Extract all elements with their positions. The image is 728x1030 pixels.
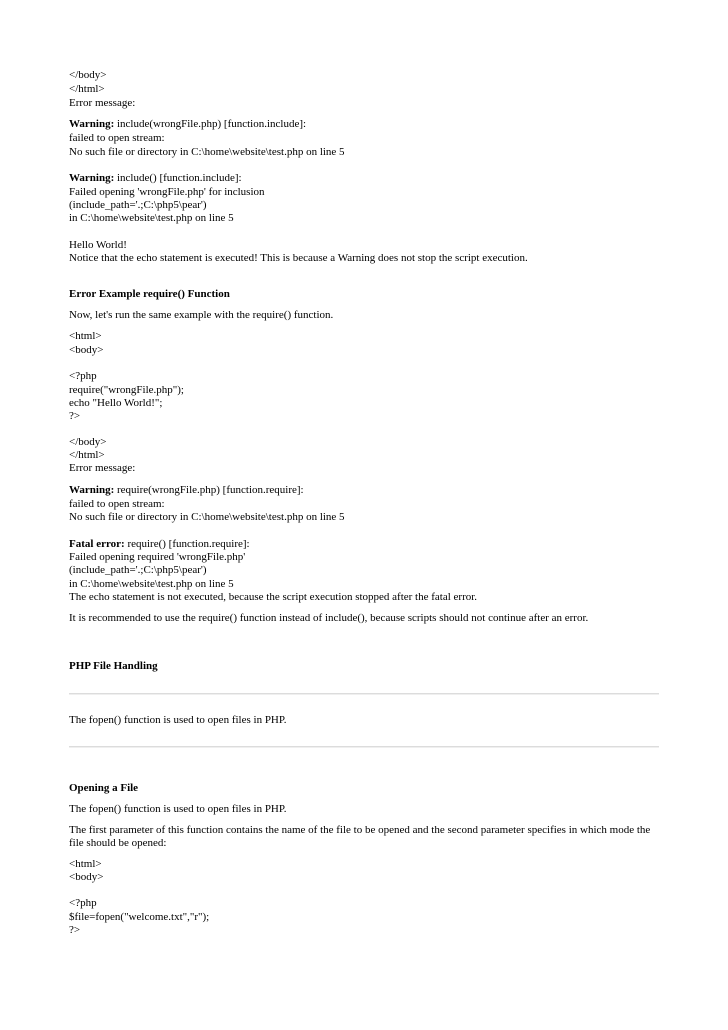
code-line: </body> xyxy=(69,69,107,81)
text-line: failed to open stream: xyxy=(69,498,165,510)
section-heading xyxy=(69,288,230,301)
section-heading-text: PHP File Handling xyxy=(69,660,158,672)
code-line: </html> xyxy=(69,449,105,461)
section-heading-text: Opening a File xyxy=(69,782,139,794)
code-line: <html> xyxy=(69,330,102,342)
section-heading xyxy=(69,660,158,673)
warning-label: Warning: xyxy=(69,484,115,496)
code-line: ?> xyxy=(69,924,81,936)
text-line: No such file or directory in C:\home\website\test.php on line 5 xyxy=(69,511,345,523)
code-line: ?> xyxy=(69,410,81,422)
fatal-first-line xyxy=(69,538,250,551)
text-line: failed to open stream: xyxy=(69,132,165,144)
summary-text: The fopen() function is used to open files in PHP. xyxy=(69,714,287,726)
text-line: Notice that the echo statement is executed! This is because a Warning does not stop the script execution. xyxy=(69,252,528,264)
fatal-error-label: Fatal error: xyxy=(69,538,125,550)
text-line: Failed opening 'wrongFile.php' for inclusion xyxy=(69,186,265,198)
text-line: Hello World! xyxy=(69,239,127,251)
fatal-error-text: require() [function.require]: xyxy=(124,538,250,550)
warning-first-line xyxy=(69,172,242,185)
warning-text: include() [function.include]: xyxy=(114,172,242,184)
code-line: <?php xyxy=(69,370,97,382)
text-line: No such file or directory in C:\home\website\test.php on line 5 xyxy=(69,146,345,158)
section-heading xyxy=(69,782,138,795)
code-line: </html> xyxy=(69,83,105,95)
text-line: The echo statement is not executed, because the script execution stopped after the fatal error. xyxy=(69,591,478,603)
text-line: (include_path='.;C:\php5\pear') xyxy=(69,564,207,576)
text-line: Error message: xyxy=(69,97,136,109)
code-line: <body> xyxy=(69,344,104,356)
text-line: Failed opening required 'wrongFile.php' xyxy=(69,551,246,563)
horizontal-divider xyxy=(69,693,659,694)
paragraph: It is recommended to use the require() function instead of include(), because scripts should not continue after an error. xyxy=(69,612,589,624)
warning-text: include(wrongFile.php) [function.include]: xyxy=(114,118,307,130)
text-line: Error message: xyxy=(69,462,136,474)
paragraph: The fopen() function is used to open files in PHP. xyxy=(69,803,287,815)
warning-label: Warning: xyxy=(69,172,115,184)
text-line: in C:\home\website\test.php on line 5 xyxy=(69,578,234,590)
text-line: (include_path='.;C:\php5\pear') xyxy=(69,199,207,211)
warning-first-line xyxy=(69,118,306,131)
code-line: <body> xyxy=(69,871,104,883)
code-line: require("wrongFile.php"); xyxy=(69,384,184,396)
code-line: $file=fopen("welcome.txt","r"); xyxy=(69,911,210,923)
text-line: in C:\home\website\test.php on line 5 xyxy=(69,212,234,224)
horizontal-divider xyxy=(69,746,659,747)
code-line: <?php xyxy=(69,897,97,909)
warning-label: Warning: xyxy=(69,118,115,130)
code-line: <html> xyxy=(69,858,102,870)
code-line: echo "Hello World!"; xyxy=(69,397,163,409)
code-line: </body> xyxy=(69,436,107,448)
section-heading-text: Error Example require() Function xyxy=(69,288,230,300)
warning-first-line xyxy=(69,484,304,497)
paragraph: Now, let's run the same example with the require() function. xyxy=(69,309,334,321)
paragraph: The first parameter of this function contains the name of the file to be opened and the second parameter specifies in which mode the file should be opened: xyxy=(69,824,651,849)
warning-text: require(wrongFile.php) [function.require]: xyxy=(114,484,304,496)
